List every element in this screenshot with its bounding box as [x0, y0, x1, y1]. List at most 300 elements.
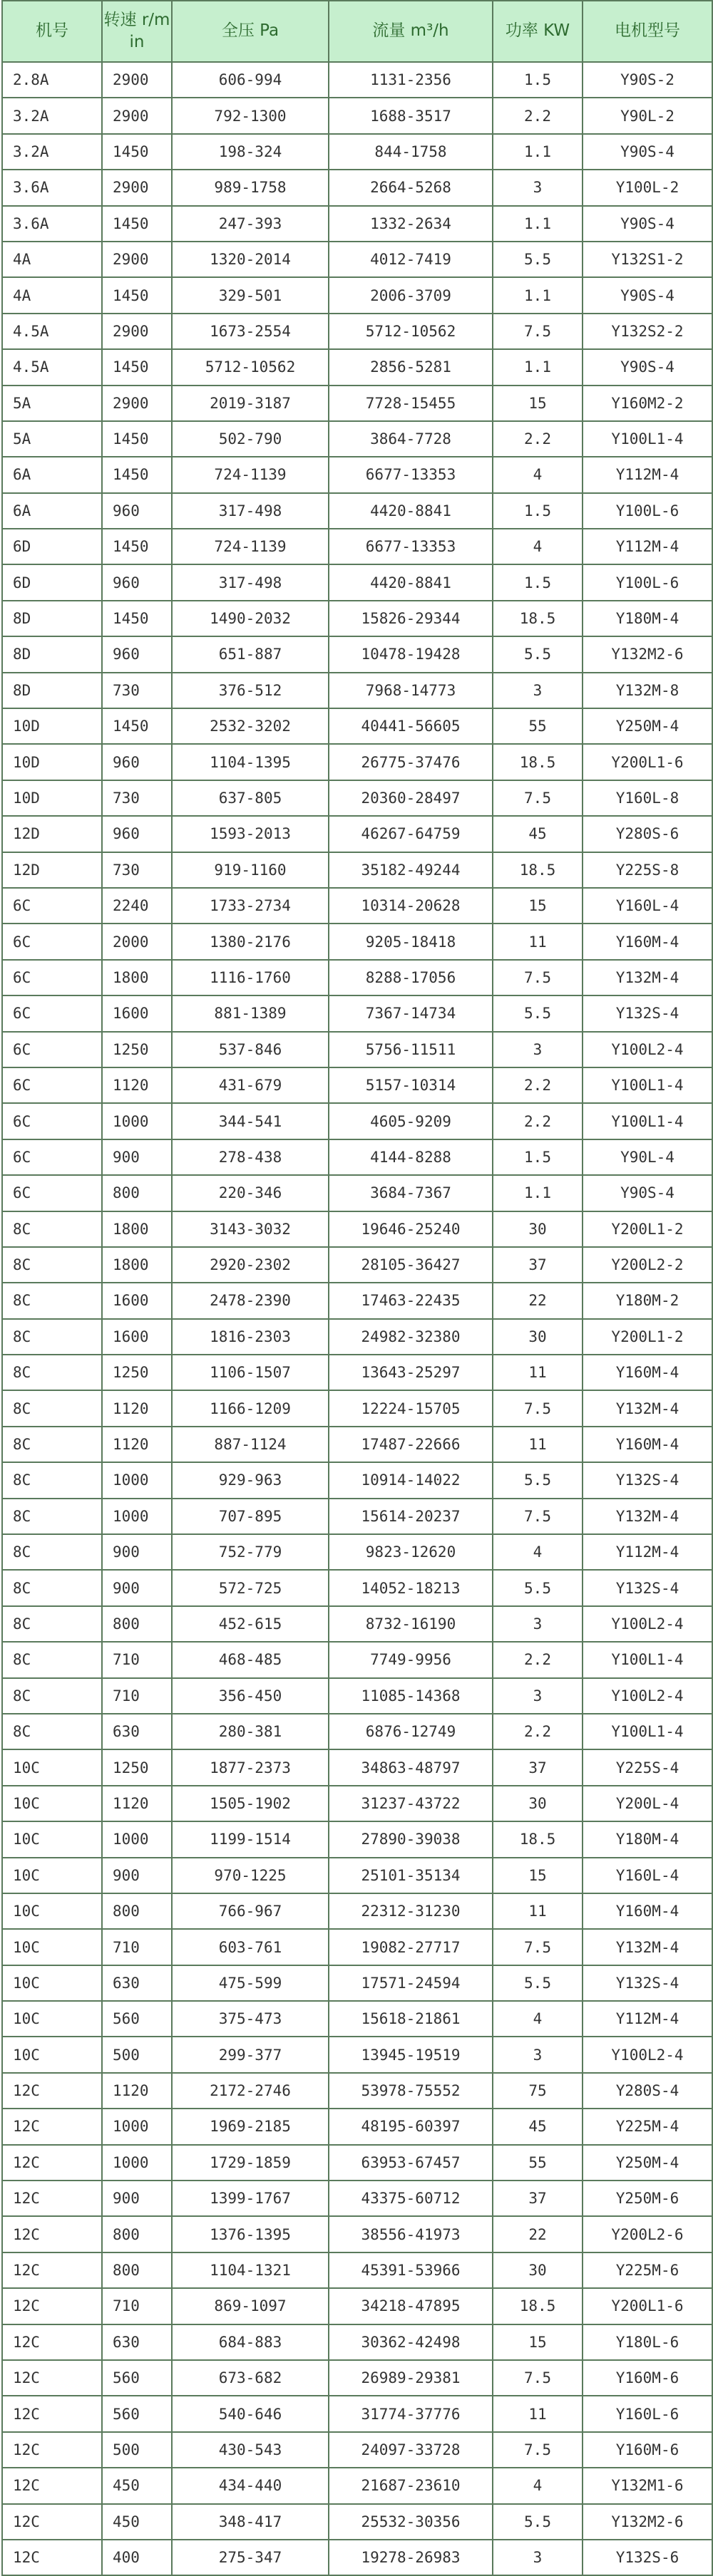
cell-power: 15 [493, 2324, 583, 2360]
cell-pressure: 1399-1767 [172, 2181, 329, 2216]
cell-pressure: 430-543 [172, 2432, 329, 2468]
cell-speed: 1120 [102, 1390, 172, 1426]
cell-flow: 19646-25240 [329, 1211, 493, 1247]
table-row [2, 2109, 712, 2144]
cell-motor: Y132S-4 [583, 1570, 712, 1605]
cell-speed: 500 [102, 2037, 172, 2072]
cell-power: 18.5 [493, 2288, 583, 2324]
cell-power: 1.1 [493, 277, 583, 313]
cell-speed: 1000 [102, 1103, 172, 1139]
header-pressure: 全压 Pa [172, 1, 329, 62]
cell-motor: Y112M-4 [583, 529, 712, 564]
table-row [2, 277, 712, 313]
header-model: 机号 [2, 1, 102, 62]
cell-motor: Y90S-4 [583, 1175, 712, 1211]
cell-motor: Y132M-4 [583, 1499, 712, 1534]
table-row [2, 98, 712, 133]
cell-motor: Y280S-4 [583, 2073, 712, 2109]
cell-model: 4A [2, 242, 102, 277]
cell-model: 6C [2, 888, 102, 924]
cell-flow: 40441-56605 [329, 708, 493, 744]
cell-motor: Y132S2-2 [583, 314, 712, 349]
cell-motor: Y132M2-6 [583, 636, 712, 672]
cell-flow: 26775-37476 [329, 744, 493, 780]
cell-speed: 2900 [102, 98, 172, 133]
cell-speed: 1000 [102, 2145, 172, 2181]
cell-flow: 2664-5268 [329, 170, 493, 205]
cell-flow: 6677-13353 [329, 457, 493, 492]
table-row [2, 1678, 712, 1714]
cell-flow: 3684-7367 [329, 1175, 493, 1211]
cell-model: 12C [2, 2252, 102, 2288]
table-row [2, 1283, 712, 1318]
cell-power: 4 [493, 2001, 583, 2037]
cell-flow: 15826-29344 [329, 601, 493, 636]
cell-model: 8D [2, 636, 102, 672]
cell-motor: Y160M2-2 [583, 386, 712, 421]
cell-pressure: 651-887 [172, 636, 329, 672]
cell-power: 18.5 [493, 744, 583, 780]
cell-power: 75 [493, 2073, 583, 2109]
cell-power: 45 [493, 816, 583, 852]
cell-model: 8D [2, 601, 102, 636]
cell-power: 7.5 [493, 1390, 583, 1426]
cell-power: 7.5 [493, 1929, 583, 1965]
cell-flow: 17571-24594 [329, 1965, 493, 2001]
cell-motor: Y132S-6 [583, 2540, 712, 2575]
cell-flow: 20360-28497 [329, 780, 493, 816]
table-row [2, 1175, 712, 1211]
cell-motor: Y225S-4 [583, 1749, 712, 1785]
cell-motor: Y200L1-2 [583, 1319, 712, 1355]
cell-model: 8C [2, 1247, 102, 1283]
cell-motor: Y100L2-4 [583, 1606, 712, 1642]
cell-flow: 2856-5281 [329, 349, 493, 385]
cell-model: 4A [2, 277, 102, 313]
cell-motor: Y225M-6 [583, 2252, 712, 2288]
cell-power: 5.5 [493, 242, 583, 277]
table-row [2, 924, 712, 959]
cell-flow: 4144-8288 [329, 1139, 493, 1175]
cell-flow: 5756-11511 [329, 1032, 493, 1067]
cell-pressure: 344-541 [172, 1103, 329, 1139]
cell-flow: 12224-15705 [329, 1390, 493, 1426]
table-row [2, 1786, 712, 1821]
cell-flow: 8732-16190 [329, 1606, 493, 1642]
cell-pressure: 198-324 [172, 134, 329, 170]
cell-power: 30 [493, 2252, 583, 2288]
cell-motor: Y180M-2 [583, 1283, 712, 1318]
cell-model: 5A [2, 386, 102, 421]
cell-power: 4 [493, 2468, 583, 2503]
cell-power: 4 [493, 457, 583, 492]
cell-model: 6C [2, 1103, 102, 1139]
cell-pressure: 275-347 [172, 2540, 329, 2575]
cell-speed: 2000 [102, 924, 172, 959]
cell-speed: 900 [102, 1534, 172, 1570]
cell-speed: 900 [102, 1570, 172, 1605]
cell-power: 11 [493, 1355, 583, 1390]
cell-power: 7.5 [493, 314, 583, 349]
cell-model: 8C [2, 1211, 102, 1247]
cell-motor: Y90L-4 [583, 1139, 712, 1175]
cell-speed: 960 [102, 564, 172, 600]
table-row [2, 1032, 712, 1067]
cell-pressure: 475-599 [172, 1965, 329, 2001]
cell-model: 8C [2, 1462, 102, 1498]
cell-speed: 1120 [102, 1786, 172, 1821]
cell-motor: Y90S-4 [583, 206, 712, 242]
cell-speed: 450 [102, 2468, 172, 2503]
cell-speed: 1450 [102, 421, 172, 457]
cell-power: 15 [493, 386, 583, 421]
cell-power: 3 [493, 1606, 583, 1642]
cell-pressure: 1104-1395 [172, 744, 329, 780]
cell-flow: 10478-19428 [329, 636, 493, 672]
table-row [2, 960, 712, 995]
cell-pressure: 1877-2373 [172, 1749, 329, 1785]
cell-motor: Y132S-4 [583, 995, 712, 1031]
cell-pressure: 1733-2734 [172, 888, 329, 924]
cell-model: 6C [2, 960, 102, 995]
header-row [2, 1, 712, 62]
cell-flow: 45391-53966 [329, 2252, 493, 2288]
cell-power: 7.5 [493, 780, 583, 816]
table-row [2, 2432, 712, 2468]
cell-speed: 560 [102, 2360, 172, 2396]
cell-speed: 900 [102, 2181, 172, 2216]
cell-pressure: 278-438 [172, 1139, 329, 1175]
cell-pressure: 929-963 [172, 1462, 329, 1498]
cell-model: 8C [2, 1390, 102, 1426]
cell-speed: 1250 [102, 1355, 172, 1390]
cell-pressure: 1199-1514 [172, 1821, 329, 1857]
cell-flow: 24097-33728 [329, 2432, 493, 2468]
cell-model: 12C [2, 2540, 102, 2575]
cell-speed: 400 [102, 2540, 172, 2575]
table-row [2, 2360, 712, 2396]
cell-speed: 1800 [102, 1247, 172, 1283]
cell-speed: 1450 [102, 708, 172, 744]
cell-pressure: 2478-2390 [172, 1283, 329, 1318]
cell-speed: 1450 [102, 349, 172, 385]
cell-model: 12C [2, 2432, 102, 2468]
table-row [2, 1965, 712, 2001]
cell-motor: Y250M-6 [583, 2181, 712, 2216]
cell-flow: 11085-14368 [329, 1678, 493, 1714]
table-row [2, 1319, 712, 1355]
cell-speed: 630 [102, 1714, 172, 1749]
cell-flow: 7367-14734 [329, 995, 493, 1031]
cell-speed: 2900 [102, 386, 172, 421]
cell-model: 12C [2, 2288, 102, 2324]
table-row [2, 2504, 712, 2540]
cell-power: 4 [493, 1534, 583, 1570]
cell-speed: 960 [102, 816, 172, 852]
cell-power: 3 [493, 673, 583, 708]
cell-pressure: 348-417 [172, 2504, 329, 2540]
cell-motor: Y132S-4 [583, 1462, 712, 1498]
cell-pressure: 280-381 [172, 1714, 329, 1749]
cell-pressure: 452-615 [172, 1606, 329, 1642]
cell-model: 8C [2, 1678, 102, 1714]
cell-power: 55 [493, 708, 583, 744]
table-row [2, 888, 712, 924]
cell-model: 3.2A [2, 98, 102, 133]
cell-model: 8C [2, 1534, 102, 1570]
cell-speed: 560 [102, 2001, 172, 2037]
cell-model: 3.2A [2, 134, 102, 170]
cell-flow: 34218-47895 [329, 2288, 493, 2324]
cell-speed: 1120 [102, 1427, 172, 1462]
cell-model: 12D [2, 852, 102, 888]
cell-speed: 800 [102, 2252, 172, 2288]
cell-flow: 17463-22435 [329, 1283, 493, 1318]
cell-pressure: 317-498 [172, 564, 329, 600]
cell-pressure: 2532-3202 [172, 708, 329, 744]
cell-flow: 34863-48797 [329, 1749, 493, 1785]
cell-pressure: 502-790 [172, 421, 329, 457]
cell-flow: 3864-7728 [329, 421, 493, 457]
cell-power: 2.2 [493, 1067, 583, 1103]
cell-pressure: 540-646 [172, 2396, 329, 2431]
cell-pressure: 1106-1507 [172, 1355, 329, 1390]
cell-speed: 1600 [102, 1319, 172, 1355]
cell-speed: 1120 [102, 2073, 172, 2109]
cell-flow: 17487-22666 [329, 1427, 493, 1462]
cell-speed: 710 [102, 2288, 172, 2324]
table-row [2, 62, 712, 98]
cell-model: 12C [2, 2468, 102, 2503]
cell-power: 1.5 [493, 1139, 583, 1175]
cell-speed: 960 [102, 636, 172, 672]
cell-pressure: 1505-1902 [172, 1786, 329, 1821]
cell-flow: 25101-35134 [329, 1858, 493, 1893]
cell-power: 1.5 [493, 62, 583, 98]
cell-speed: 1000 [102, 1821, 172, 1857]
table-row [2, 421, 712, 457]
cell-motor: Y180L-6 [583, 2324, 712, 2360]
table-row [2, 1642, 712, 1677]
cell-motor: Y132S1-2 [583, 242, 712, 277]
cell-flow: 1131-2356 [329, 62, 493, 98]
cell-pressure: 2920-2302 [172, 1247, 329, 1283]
table-row [2, 1929, 712, 1965]
cell-speed: 800 [102, 1175, 172, 1211]
cell-power: 11 [493, 924, 583, 959]
cell-flow: 21687-23610 [329, 2468, 493, 2503]
cell-pressure: 603-761 [172, 1929, 329, 1965]
cell-motor: Y200L2-2 [583, 1247, 712, 1283]
cell-model: 10C [2, 1786, 102, 1821]
cell-flow: 8288-17056 [329, 960, 493, 995]
cell-speed: 450 [102, 2504, 172, 2540]
cell-model: 8C [2, 1714, 102, 1749]
cell-power: 3 [493, 2540, 583, 2575]
cell-model: 12C [2, 2216, 102, 2252]
table-row [2, 2468, 712, 2503]
cell-pressure: 317-498 [172, 493, 329, 529]
cell-pressure: 1166-1209 [172, 1390, 329, 1426]
cell-model: 8C [2, 1355, 102, 1390]
cell-motor: Y100L1-4 [583, 421, 712, 457]
spec-table-container [1, 0, 712, 2576]
cell-motor: Y90S-4 [583, 349, 712, 385]
table-row [2, 1355, 712, 1390]
cell-motor: Y100L1-4 [583, 1642, 712, 1677]
table-row [2, 2324, 712, 2360]
cell-model: 3.6A [2, 206, 102, 242]
table-row [2, 2073, 712, 2109]
cell-power: 30 [493, 1786, 583, 1821]
cell-model: 12C [2, 2109, 102, 2144]
cell-pressure: 1376-1395 [172, 2216, 329, 2252]
cell-motor: Y200L1-6 [583, 2288, 712, 2324]
cell-model: 12C [2, 2073, 102, 2109]
cell-model: 10C [2, 1749, 102, 1785]
cell-model: 5A [2, 421, 102, 457]
table-row [2, 636, 712, 672]
cell-flow: 28105-36427 [329, 1247, 493, 1283]
cell-model: 10D [2, 780, 102, 816]
cell-speed: 800 [102, 2216, 172, 2252]
cell-motor: Y180M-4 [583, 1821, 712, 1857]
cell-flow: 4420-8841 [329, 564, 493, 600]
cell-power: 15 [493, 888, 583, 924]
table-row [2, 457, 712, 492]
cell-flow: 25532-30356 [329, 2504, 493, 2540]
cell-flow: 10914-14022 [329, 1462, 493, 1498]
cell-pressure: 376-512 [172, 673, 329, 708]
cell-power: 1.5 [493, 493, 583, 529]
cell-pressure: 752-779 [172, 1534, 329, 1570]
cell-power: 11 [493, 1427, 583, 1462]
cell-pressure: 1104-1321 [172, 2252, 329, 2288]
cell-power: 18.5 [493, 852, 583, 888]
cell-speed: 1600 [102, 1283, 172, 1318]
cell-motor: Y160M-6 [583, 2432, 712, 2468]
table-row [2, 1247, 712, 1283]
cell-power: 5.5 [493, 1965, 583, 2001]
cell-motor: Y160M-6 [583, 2360, 712, 2396]
cell-model: 10C [2, 2001, 102, 2037]
cell-model: 6C [2, 995, 102, 1031]
cell-speed: 2900 [102, 62, 172, 98]
cell-motor: Y100L1-4 [583, 1714, 712, 1749]
cell-motor: Y180M-4 [583, 601, 712, 636]
cell-speed: 560 [102, 2396, 172, 2431]
table-row [2, 2001, 712, 2037]
cell-pressure: 299-377 [172, 2037, 329, 2072]
cell-power: 2.2 [493, 421, 583, 457]
cell-power: 3 [493, 2037, 583, 2072]
cell-speed: 710 [102, 1929, 172, 1965]
cell-motor: Y132M-4 [583, 1929, 712, 1965]
cell-speed: 1450 [102, 134, 172, 170]
cell-model: 6C [2, 1139, 102, 1175]
table-row [2, 995, 712, 1031]
cell-pressure: 375-473 [172, 2001, 329, 2037]
cell-power: 55 [493, 2145, 583, 2181]
cell-flow: 5157-10314 [329, 1067, 493, 1103]
cell-flow: 844-1758 [329, 134, 493, 170]
cell-flow: 19082-27717 [329, 1929, 493, 1965]
cell-motor: Y132M-4 [583, 1390, 712, 1426]
cell-pressure: 606-994 [172, 62, 329, 98]
cell-pressure: 434-440 [172, 2468, 329, 2503]
cell-speed: 960 [102, 493, 172, 529]
cell-pressure: 2019-3187 [172, 386, 329, 421]
cell-model: 3.6A [2, 170, 102, 205]
cell-power: 1.5 [493, 564, 583, 600]
cell-speed: 1450 [102, 529, 172, 564]
cell-power: 5.5 [493, 1462, 583, 1498]
cell-motor: Y90L-2 [583, 98, 712, 133]
table-row [2, 2181, 712, 2216]
cell-model: 6D [2, 529, 102, 564]
table-row [2, 1606, 712, 1642]
cell-motor: Y160L-6 [583, 2396, 712, 2431]
cell-power: 4 [493, 529, 583, 564]
cell-speed: 2900 [102, 314, 172, 349]
cell-pressure: 5712-10562 [172, 349, 329, 385]
cell-flow: 6876-12749 [329, 1714, 493, 1749]
cell-model: 12C [2, 2181, 102, 2216]
cell-model: 10C [2, 2037, 102, 2072]
table-row [2, 1427, 712, 1462]
cell-power: 7.5 [493, 960, 583, 995]
table-row [2, 2216, 712, 2252]
header-power: 功率 KW [493, 1, 583, 62]
cell-flow: 5712-10562 [329, 314, 493, 349]
cell-pressure: 684-883 [172, 2324, 329, 2360]
cell-model: 8C [2, 1427, 102, 1462]
cell-power: 30 [493, 1319, 583, 1355]
table-row [2, 1067, 712, 1103]
table-row [2, 1749, 712, 1785]
cell-speed: 900 [102, 1858, 172, 1893]
cell-model: 6C [2, 1032, 102, 1067]
cell-speed: 730 [102, 852, 172, 888]
cell-pressure: 247-393 [172, 206, 329, 242]
cell-model: 12D [2, 816, 102, 852]
cell-speed: 730 [102, 673, 172, 708]
cell-motor: Y160L-4 [583, 1858, 712, 1893]
table-row [2, 744, 712, 780]
cell-speed: 960 [102, 744, 172, 780]
cell-power: 18.5 [493, 1821, 583, 1857]
cell-pressure: 637-805 [172, 780, 329, 816]
table-row [2, 493, 712, 529]
cell-pressure: 356-450 [172, 1678, 329, 1714]
cell-pressure: 766-967 [172, 1893, 329, 1929]
cell-flow: 46267-64759 [329, 816, 493, 852]
cell-speed: 2900 [102, 242, 172, 277]
cell-motor: Y160L-4 [583, 888, 712, 924]
cell-pressure: 1320-2014 [172, 242, 329, 277]
table-row [2, 1211, 712, 1247]
table-row [2, 314, 712, 349]
table-row [2, 673, 712, 708]
cell-motor: Y280S-6 [583, 816, 712, 852]
cell-model: 10C [2, 1858, 102, 1893]
table-row [2, 2396, 712, 2431]
cell-power: 5.5 [493, 636, 583, 672]
cell-speed: 1000 [102, 2109, 172, 2144]
cell-pressure: 1116-1760 [172, 960, 329, 995]
cell-motor: Y100L1-4 [583, 1067, 712, 1103]
cell-flow: 24982-32380 [329, 1319, 493, 1355]
